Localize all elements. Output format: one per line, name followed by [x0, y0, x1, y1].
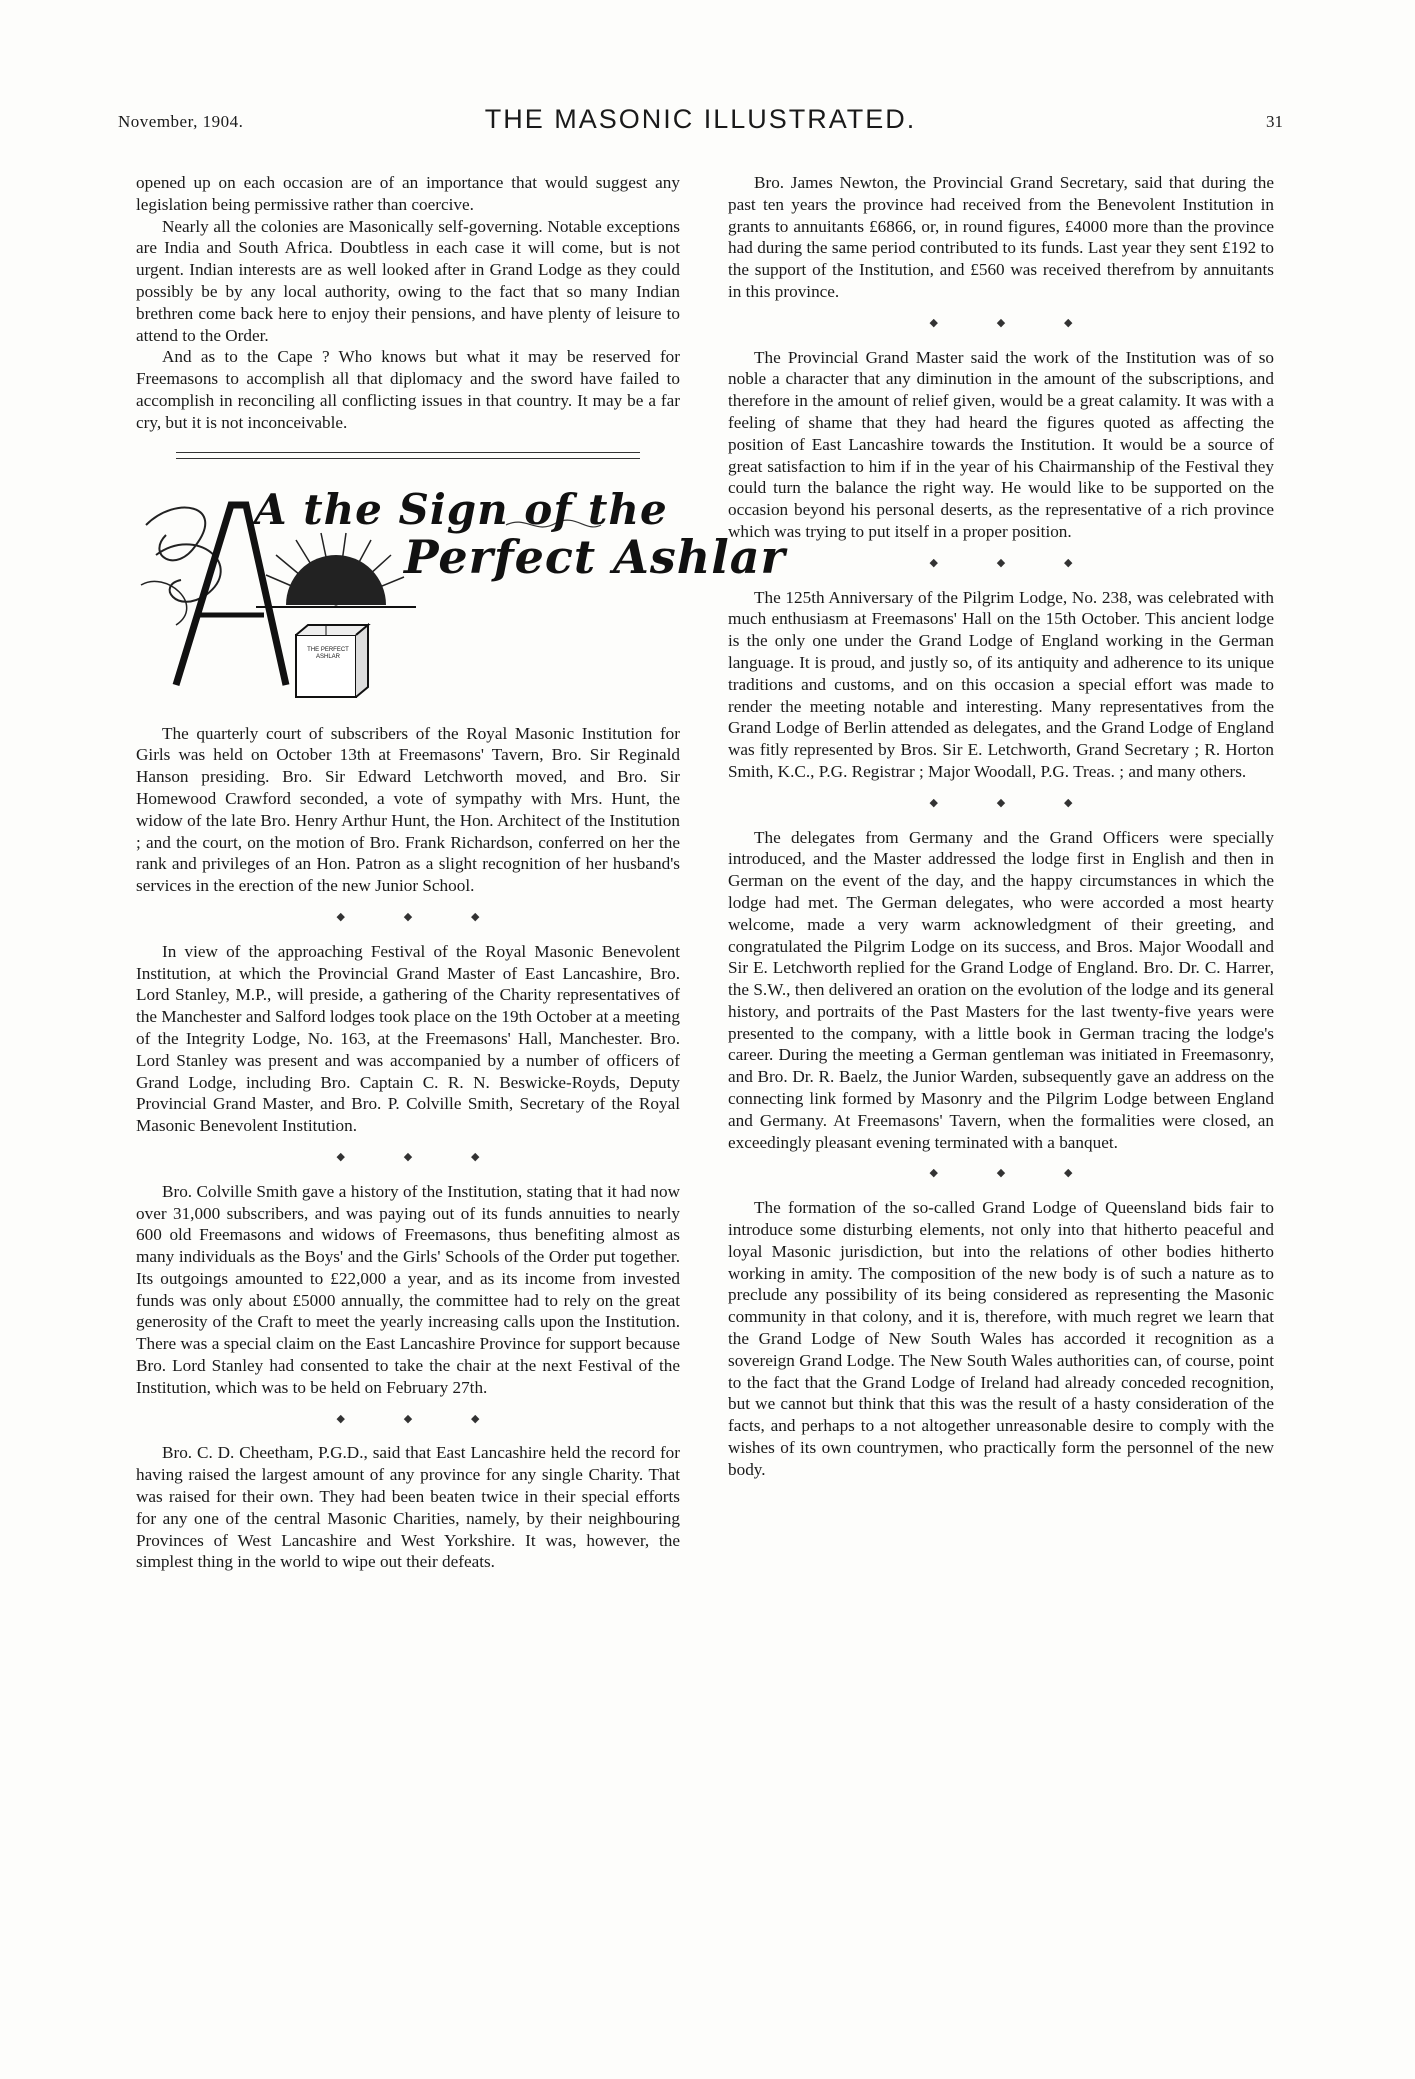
paragraph: Bro. Colville Smith gave a history of the Institution, stating that it had now over 31,000 subscribers, and was paying out of its funds annuities to nearly 600 old Freemasons and widows of Freemasons, thus benefiting almost as many individuals as the Boys' and the Girls' Schools of the Order put together. Its outgoings amounted to £22,000 a year, and as its income from invested funds was only about £5000 annually, the committee had to rely on the great generosity of the Craft to meet the yearly increasing calls upon the Institution. There was a special claim on the East Lancashire Province for support because Bro. Lord Stanley had consented to take the chair at the next Festival of the Institution, which was to be held on February 27th. [136, 1181, 680, 1397]
paragraph: opened up on each occasion are of an importance that would suggest any legislation being permissive rather than coercive. [136, 173, 680, 214]
ornament-divider: ◆ ◆ ◆ [336, 1412, 508, 1425]
paragraph: The 125th Anniversary of the Pilgrim Lodge, No. 238, was celebrated with much enthusiasm at Freemasons' Hall on the 15th October. This ancient lodge is the only one under the Grand Lodge of England working in the German language. It is proud, and justly so, of its antiquity and adherence to its unique traditions and customs, and on this occasion a special effort was made to render the meeting notable and interesting. Many representatives from the Grand Lodge of Berlin attended as delegates, and the Grand Lodge of England was fitly represented by Bros. Sir E. Letchworth, Grand Secretary ; R. Horton Smith, K.C., P.G. Registrar ; Major Woodall, P.G. Treas. ; and many others. [728, 587, 1274, 781]
ornament-divider: ◆ ◆ ◆ [336, 910, 508, 923]
paragraph: The delegates from Germany and the Grand Officers were specially introduced, and the Master addressed the lodge first in English and then in German on the event of the day, and the happy circumstances in which the lodge had met. The German delegates, who were accorded a most hearty welcome, made a very warm acknowledgment of their greeting, and congratulated the Pilgrim Lodge on its success, and Bros. Major Woodall and Sir E. Letchworth replied for the Grand Lodge of England. Bro. Dr. C. Harrer, the S.W., then delivered an oration on the evolution of the lodge and its general history, and portraits of the Past Masters for the last twenty-five years were presented to the company, with a little book in German tracing the lodge's career. During the meeting a German gentleman was initiated in Freemasonry, and Bro. Dr. R. Baelz, the Junior Warden, subsequently gave an address on the connecting link formed by Masonry and the Pilgrim Lodge between England and Germany. At Freemasons' Tavern, when the formalities were closed, an exceedingly pleasant evening terminated with a banquet. [728, 827, 1274, 1152]
paragraph: Bro. C. D. Cheetham, P.G.D., said that East Lancashire held the record for having raised the largest amount of any province for any single Charity. That was raised for their own. They had been beaten twice in their special efforts for any one of the central Masonic Charities, namely, by their neighbouring Provinces of West Lancashire and West Yorkshire. It was, however, the simplest thing in the world to wipe out their defeats. [136, 1443, 680, 1572]
ornament-divider: ◆ ◆ ◆ [929, 316, 1101, 329]
paragraph: Nearly all the colonies are Masonically self-governing. Notable exceptions are India and South Africa. Doubtless in each case it will come, but is not urgent. Indian interests are as well looked after in Grand Lodge as they could possibly be by any local authority, owing to the fact that so many Indian brethren come back here to enjoy their pensions, and have plenty of leisure to attend to the Order. [136, 216, 680, 345]
ornament-divider: ◆ ◆ ◆ [929, 556, 1101, 569]
page-header [118, 104, 1283, 144]
paragraph: Bro. James Newton, the Provincial Grand Secretary, said that during the past ten years the province had received from the Benevolent Institution in grants to annuitants £6866, or, in round figures, £4000 more than the province had during the same period contributed to its funds. Last year they sent £192 to the support of the Institution, and £560 was received therefrom by annuitants in this province. [728, 173, 1274, 301]
banner-title-line1: A the Sign of the [254, 484, 668, 534]
paragraph: In view of the approaching Festival of the Royal Masonic Benevolent Institution, at which the Provincial Grand Master of East Lancashire, Bro. Lord Stanley, M.P., will preside, a gathering of the Charity representatives of the Manchester and Salford lodges took place on the 19th October at a meeting of the Integrity Lodge, No. 163, at the Freemasons' Hall, Manchester. Bro. Lord Stanley was present and was accompanied by a number of officers of Grand Lodge, including Bro. Captain C. R. N. Beswicke-Royds, Deputy Provincial Grand Master, and Bro. P. Colville Smith, Secretary of the Royal Masonic Benevolent Institution. [136, 941, 680, 1136]
section-divider [176, 452, 640, 459]
banner-title-line2: Perfect Ashlar [404, 529, 786, 584]
section-banner [136, 484, 786, 713]
page-number: 31 [1266, 112, 1283, 131]
right-column [728, 172, 1274, 1481]
ornament-divider: ◆ ◆ ◆ [929, 1167, 1101, 1180]
ornament-divider: ◆ ◆ ◆ [336, 1150, 508, 1163]
paragraph: The quarterly court of subscribers of the Royal Masonic Institution for Girls was held on October 13th at Freemasons' Tavern, Bro. Sir Reginald Hanson presiding. Bro. Sir Edward Letchworth moved, and Bro. Sir Homewood Crawford seconded, a vote of sympathy with Mrs. Hunt, the widow of the late Bro. Henry Arthur Hunt, the Hon. Architect of the Institution ; and the court, on the motion of Bro. Frank Richardson, conferred on her the rank and privileges of an Hon. Patron as a slight recognition of her husband's services in the erection of the new Junior School. [136, 723, 680, 896]
publication-title: THE MASONIC ILLUSTRATED. [484, 104, 917, 134]
ornament-divider: ◆ ◆ ◆ [929, 796, 1101, 809]
issue-date: November, 1904. [118, 112, 244, 131]
paragraph: The Provincial Grand Master said the work of the Institution was of so noble a character that any diminution in the amount of the subscriptions, and therefore in the amount of relief given, would be a great calamity. It was with a feeling of shame that they had heard the figures quoted as affecting the position of East Lancashire towards the Institution. It would be a source of great satisfaction to him if in the year of his Chairmanship of the Festival they could turn the balance the right way. He would like to be supported on the occasion beyond his personal deserts, as the representative of a rich province which was trying to put itself in a proper position. [728, 347, 1274, 541]
ashlar-label: THE PERFECT ASHLAR [307, 646, 349, 660]
left-column [136, 172, 786, 1573]
paragraph: And as to the Cape ? Who knows but what it may be reserved for Freemasons to accomplish all that diplomacy and the sword have failed to accomplish in reconciling all conflicting issues in that country. It may be a far cry, but it is not inconceivable. [136, 347, 680, 432]
paragraph: The formation of the so-called Grand Lodge of Queensland bids fair to introduce some disturbing elements, not only into that hitherto peaceful and loyal Masonic jurisdiction, but into the relations of other bodies hitherto working in amity. The composition of the new body is of such a nature as to preclude any possibility of its being considered as representing the Masonic community in that colony, and it is, therefore, with much regret we learn that the Grand Lodge of New South Wales has accorded it recognition as a sovereign Grand Lodge. The New South Wales authorities can, of course, point to the fact that the Grand Lodge of Ireland had already conceded recognition, but we cannot but think that this was the result of a hasty consideration of the facts, and perhaps to a not altogether unreasonable desire to comply with the wishes of its own countrymen, who practically form the personnel of the new body. [728, 1198, 1274, 1479]
